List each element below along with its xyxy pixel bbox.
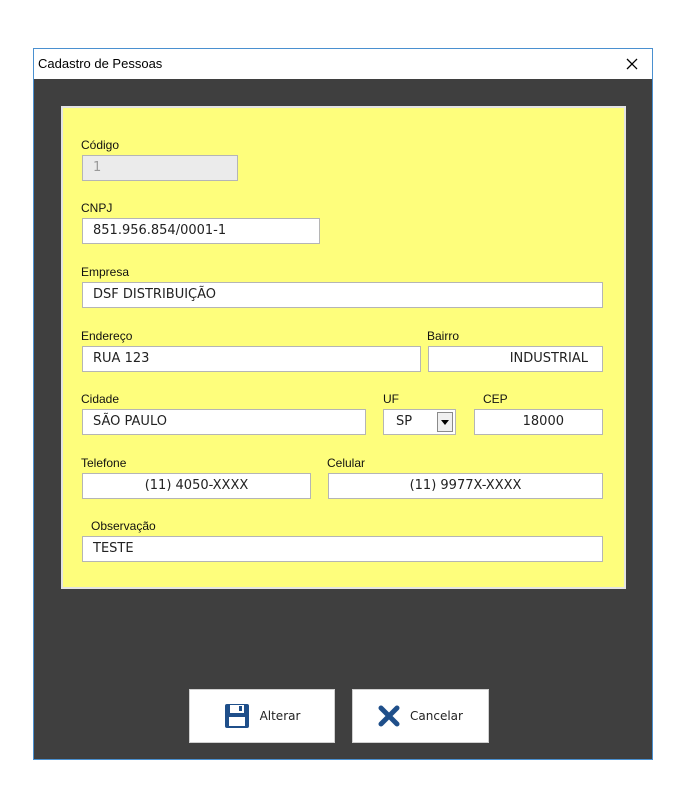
- endereco-label: Endereço: [81, 329, 133, 343]
- window-title: Cadastro de Pessoas: [38, 56, 163, 71]
- bairro-field[interactable]: INDUSTRIAL: [428, 346, 603, 372]
- cidade-label: Cidade: [81, 392, 120, 406]
- codigo-field[interactable]: 1: [82, 155, 238, 181]
- uf-dropdown-button[interactable]: [437, 412, 453, 432]
- empresa-field[interactable]: DSF DISTRIBUIÇÃO: [82, 282, 603, 308]
- observacao-field[interactable]: TESTE: [82, 536, 603, 562]
- cancelar-label: Cancelar: [410, 709, 463, 723]
- close-icon: [626, 58, 638, 70]
- cnpj-field[interactable]: 851.956.854/0001-1: [82, 218, 320, 244]
- alterar-label: Alterar: [259, 709, 301, 723]
- form-panel: [61, 106, 626, 589]
- cep-field[interactable]: 18000: [474, 409, 603, 435]
- chevron-down-icon: [441, 420, 449, 425]
- codigo-label: Código: [81, 138, 120, 152]
- endereco-field[interactable]: RUA 123: [82, 346, 421, 372]
- alterar-button[interactable]: [189, 689, 335, 743]
- bairro-label: Bairro: [427, 329, 460, 343]
- x-icon: [378, 705, 400, 727]
- empresa-label: Empresa: [81, 265, 130, 279]
- cnpj-label: CNPJ: [81, 201, 113, 215]
- telefone-field[interactable]: (11) 4050-XXXX: [82, 473, 311, 499]
- cancelar-button[interactable]: [352, 689, 489, 743]
- floppy-disk-icon: [224, 703, 250, 729]
- dialog-window: [33, 48, 653, 760]
- uf-value: SP: [396, 414, 413, 429]
- cep-label: CEP: [483, 392, 508, 406]
- close-button[interactable]: [612, 49, 652, 79]
- celular-field[interactable]: (11) 9977X-XXXX: [328, 473, 603, 499]
- title-bar: [34, 49, 652, 79]
- telefone-label: Telefone: [81, 456, 127, 470]
- uf-select[interactable]: [383, 409, 456, 435]
- uf-label: UF: [383, 392, 399, 406]
- celular-label: Celular: [327, 456, 366, 470]
- cidade-field[interactable]: SÃO PAULO: [82, 409, 366, 435]
- observacao-label: Observação: [91, 519, 156, 533]
